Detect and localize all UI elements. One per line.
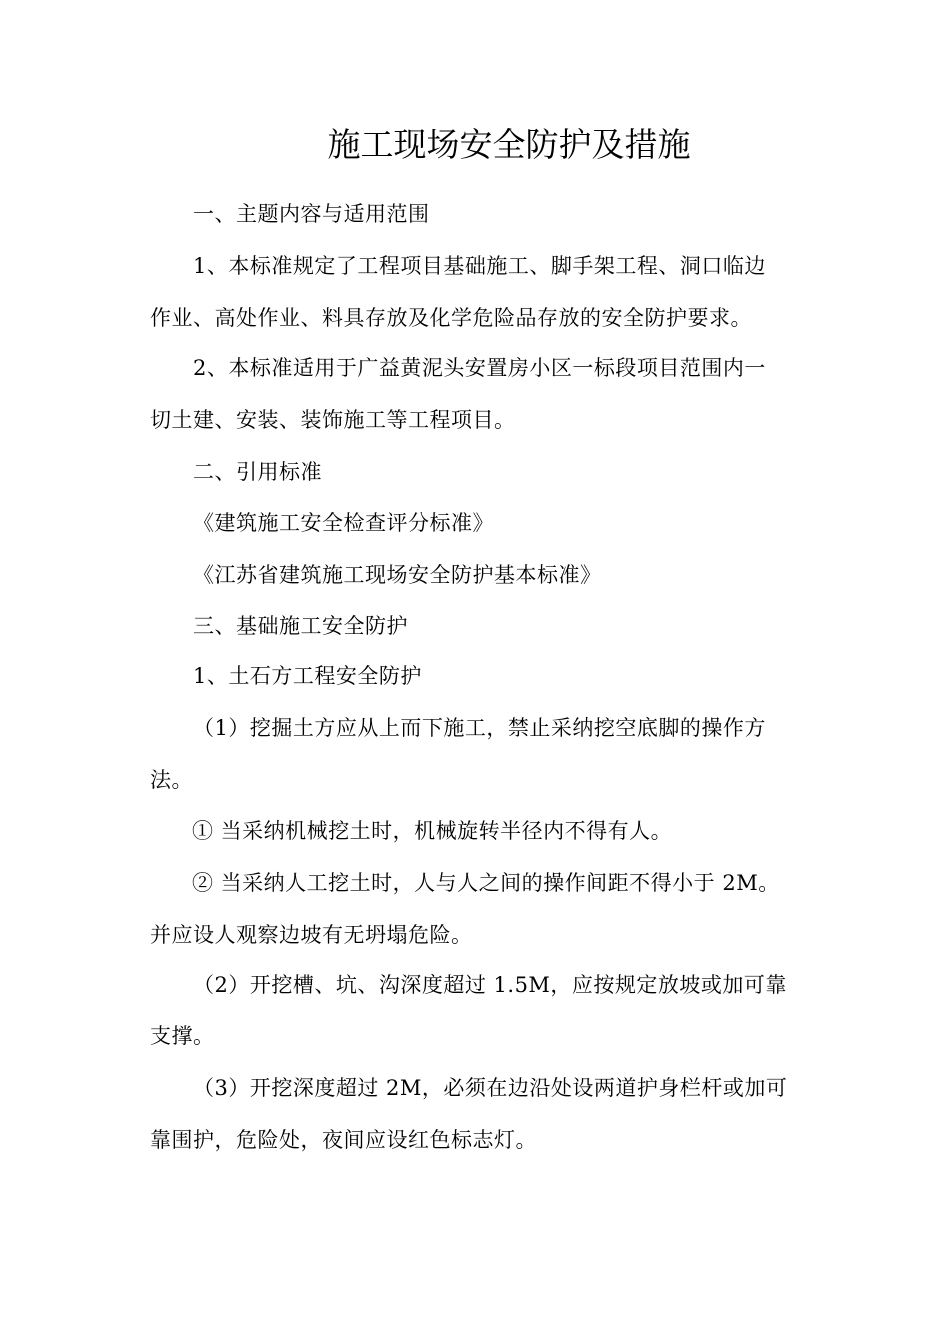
paragraph-line: 支撑。 (150, 1024, 215, 1048)
reference-item: 《建筑施工安全检查评分标准》 (193, 511, 494, 535)
paragraph-line: 靠围护，危险处，夜间应设红色标志灯。 (150, 1128, 537, 1152)
page-title: 施工现场安全防护及措施 (327, 125, 691, 164)
paragraph-line: （2）开挖槽、坑、沟深度超过 1.5M，应按规定放坡或加可靠 (193, 973, 787, 997)
section-heading: 三、基础施工安全防护 (193, 614, 408, 638)
paragraph-line: 1、本标准规定了工程项目基础施工、脚手架工程、洞口临边 (193, 254, 766, 278)
paragraph-line: 2、本标准适用于广益黄泥头安置房小区一标段项目范围内一 (193, 356, 766, 380)
paragraph-line: 法。 (150, 768, 193, 792)
list-item: ① 当采纳机械挖土时，机械旋转半径内不得有人。 (192, 819, 673, 843)
subsection-heading: 1、土石方工程安全防护 (193, 664, 422, 688)
paragraph-line: 并应设人观察边坡有无坍塌危险。 (150, 923, 473, 947)
paragraph-line: 切土建、安装、装饰施工等工程项目。 (150, 408, 516, 432)
paragraph-line: （1）挖掘土方应从上而下施工，禁止采纳挖空底脚的操作方 (193, 716, 766, 740)
reference-item: 《江苏省建筑施工现场安全防护基本标准》 (193, 563, 602, 587)
section-heading: 二、引用标准 (193, 460, 322, 484)
section-heading: 一、主题内容与适用范围 (193, 202, 430, 226)
paragraph-line: 作业、高处作业、料具存放及化学危险品存放的安全防护要求。 (150, 306, 752, 330)
list-item: ② 当采纳人工挖土时，人与人之间的操作间距不得小于 2M。 (192, 871, 780, 895)
paragraph-line: （3）开挖深度超过 2M，必须在边沿处设两道护身栏杆或加可 (193, 1076, 788, 1100)
